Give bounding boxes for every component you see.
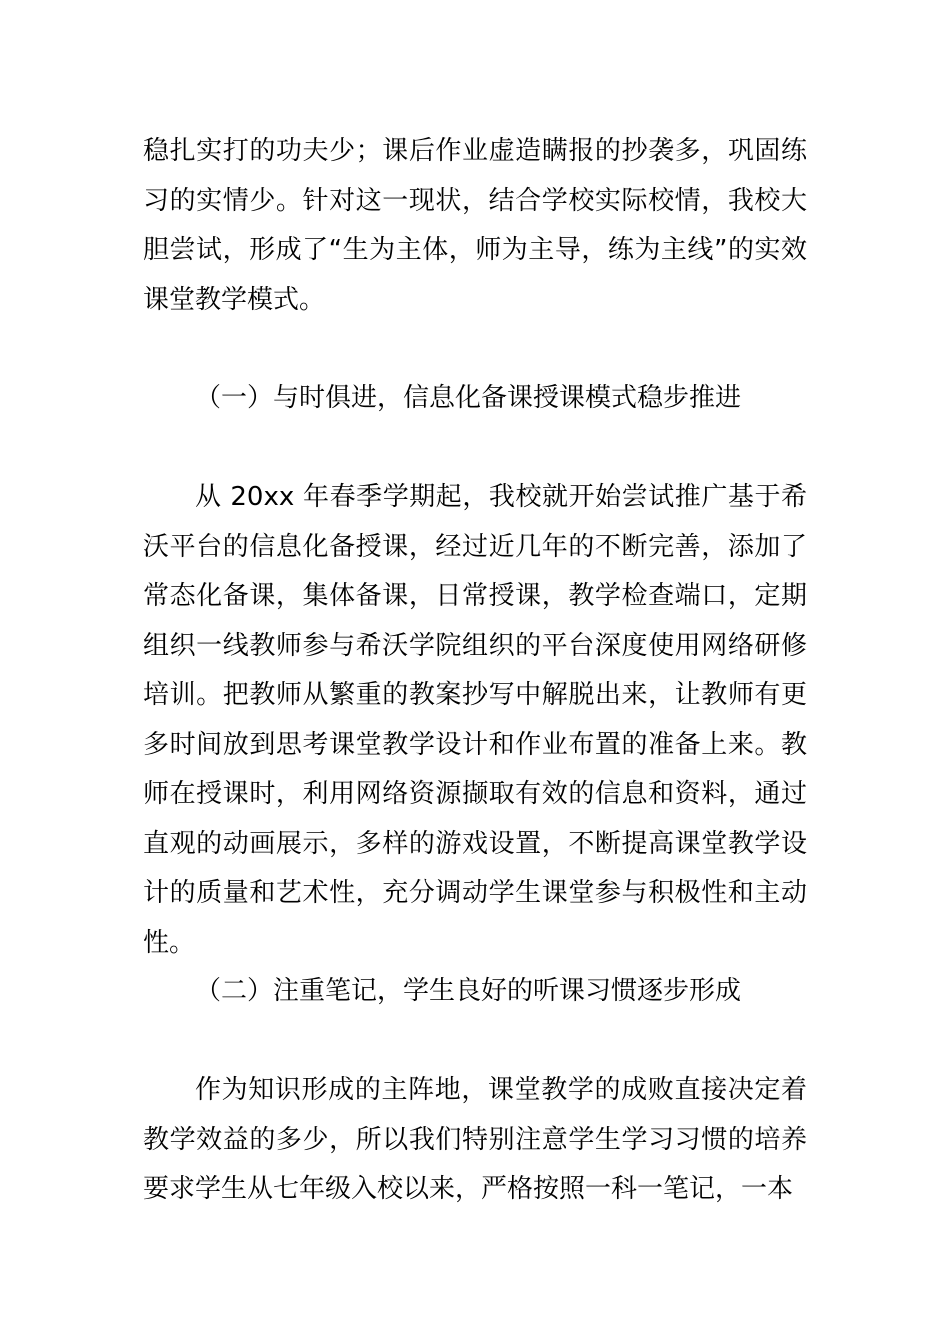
section-heading-1: （一）与时俱进，信息化备课授课模式稳步推进 xyxy=(195,383,742,413)
section-heading-2: （二）注重笔记，学生良好的听课习惯逐步形成 xyxy=(195,976,742,1006)
body-paragraph-3: 作为知识形成的主阵地，课堂教学的成败直接决定着教学效益的多少，所以我们特别注意学生学习习惯的培养要求学生从七年级入校以来，严格按照一科一笔记，一本 xyxy=(143,1075,807,1204)
body-paragraph-2: 从 20xx 年春季学期起，我校就开始尝试推广基于希沃平台的信息化备授课，经过近几年的不断完善，添加了常态化备课，集体备课，日常授课，教学检查端口，定期组织一线教师参与希沃学院组织的平台深度使用网络研修培训。把教师从繁重的教案抄写中解脱出来，让教师有更多时间放到思考课堂教学设计和作业布置的准备上来。教师在授课时，利用网络资源撷取有效的信息和资料，通过直观的动画展示，多样的游戏设置，不断提高课堂教学设计的质量和艺术性，充分调动学生课堂参与积极性和主动性。 xyxy=(143,482,807,958)
body-paragraph-1: 稳扎实打的功夫少；课后作业虚造瞒报的抄袭多，巩固练习的实情少。针对这一现状，结合学校实际校情，我校大胆尝试，形成了“生为主体，师为主导，练为主线”的实效课堂教学模式。 xyxy=(143,136,807,315)
